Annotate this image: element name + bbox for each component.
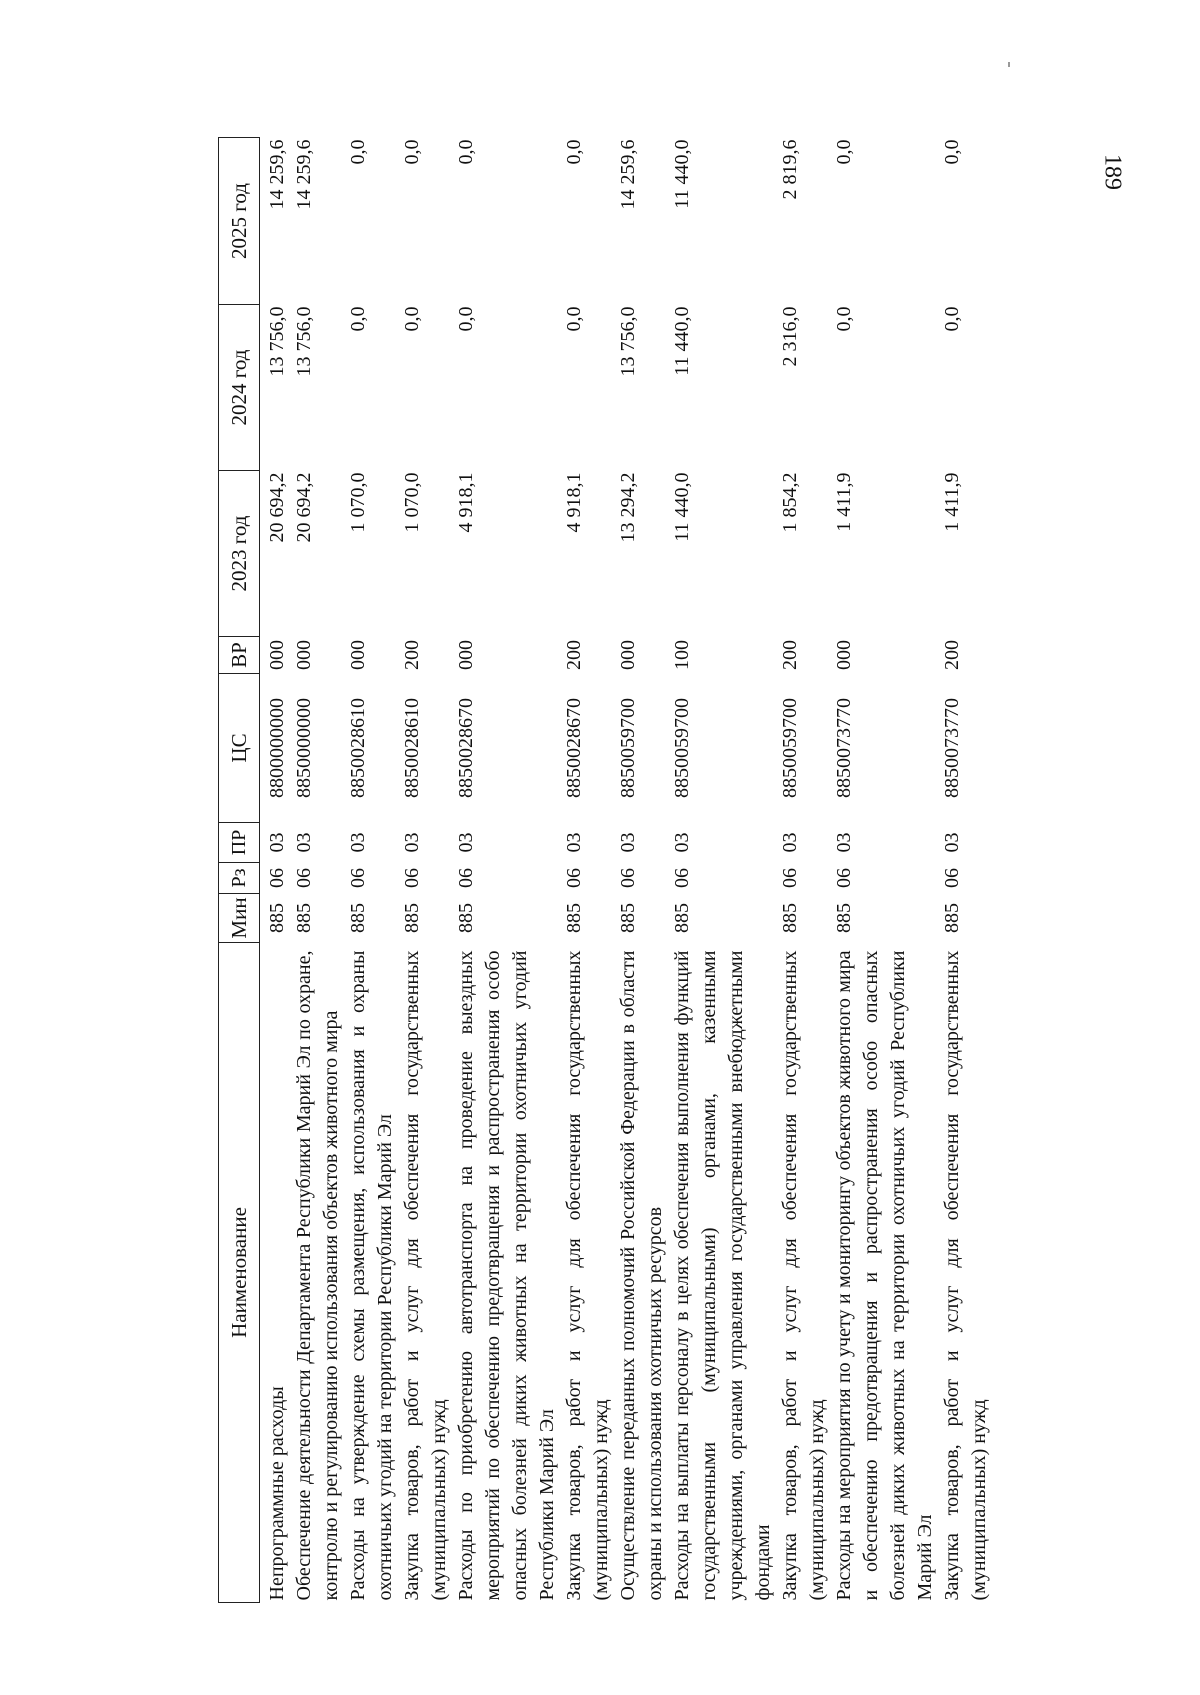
row-min: 885 xyxy=(293,903,315,933)
budget-table xyxy=(218,137,993,1603)
row-2025: 14 259,6 xyxy=(617,139,639,210)
row-rz: 06 xyxy=(401,868,423,888)
header-2024: 2024 год xyxy=(219,305,260,471)
row-cs: 8850073770 xyxy=(941,698,963,798)
row-cs: 8850059700 xyxy=(617,698,639,798)
row-min: 885 xyxy=(617,903,639,933)
table-row xyxy=(939,138,993,1603)
row-2025: 0,0 xyxy=(941,139,963,165)
row-pr: 03 xyxy=(941,832,963,853)
row-vr: 000 xyxy=(347,640,369,670)
row-min: 885 xyxy=(347,903,369,933)
row-cs: 8850000000 xyxy=(293,698,315,798)
row-min: 885 xyxy=(779,903,801,933)
row-cs: 8850059700 xyxy=(779,698,801,798)
row-2025: 0,0 xyxy=(347,139,369,165)
row-pr: 03 xyxy=(617,832,639,853)
row-pr: 03 xyxy=(779,832,801,853)
row-rz: 06 xyxy=(266,868,288,888)
row-2023: 1 070,0 xyxy=(401,472,423,533)
row-name: Расходы на мероприятия по учету и мониторингу объектов животного мира и обеспечению предотвращения и распространения особо опасных болезней диких животных на территории охотничьих угодий Республики Марий Эл xyxy=(833,950,936,1601)
table-row xyxy=(260,138,292,1603)
row-cs: 8850028610 xyxy=(401,698,423,798)
header-row xyxy=(219,138,260,1603)
row-name: Обеспечение деятельности Департамента Республики Марий Эл по охране, контролю и регулированию использования объектов животного мира xyxy=(293,950,342,1601)
row-name: Расходы на утверждение схемы размещения, использования и охраны охотничьих угодий на территории Республики Марий Эл xyxy=(347,950,396,1601)
header-pr: ПР xyxy=(219,823,260,863)
row-cs: 8800000000 xyxy=(266,698,288,798)
table-row xyxy=(453,138,561,1603)
table-row xyxy=(399,138,453,1603)
row-2024: 0,0 xyxy=(347,306,369,332)
table-row xyxy=(669,138,777,1603)
row-name: Закупка товаров, работ и услуг для обеспечения государственных (муниципальных) нужд xyxy=(941,950,990,1601)
row-vr: 000 xyxy=(293,640,315,670)
table-row xyxy=(291,138,345,1603)
row-2025: 11 440,0 xyxy=(671,139,693,209)
row-2023: 1 411,9 xyxy=(941,472,963,532)
row-cs: 8850028670 xyxy=(563,698,585,798)
row-rz: 06 xyxy=(671,868,693,888)
header-cs: ЦС xyxy=(219,674,260,823)
row-name: Непрограммные расходы xyxy=(266,1386,288,1601)
table-row xyxy=(831,138,939,1603)
row-min: 885 xyxy=(671,903,693,933)
row-vr: 000 xyxy=(617,640,639,670)
row-pr: 03 xyxy=(293,832,315,853)
row-2023: 4 918,1 xyxy=(563,472,585,533)
header-2023: 2023 год xyxy=(219,471,260,637)
row-2023: 13 294,2 xyxy=(617,472,639,543)
row-min: 885 xyxy=(941,903,963,933)
row-name: Закупка товаров, работ и услуг для обеспечения государственных (муниципальных) нужд xyxy=(563,950,612,1601)
row-cs: 8850028610 xyxy=(347,698,369,798)
table-row xyxy=(345,138,399,1603)
row-rz: 06 xyxy=(455,868,477,888)
row-2025: 14 259,6 xyxy=(293,139,315,210)
table-row xyxy=(777,138,831,1603)
header-rz: Рз xyxy=(219,863,260,894)
row-2025: 2 819,6 xyxy=(779,139,801,200)
row-2025: 0,0 xyxy=(455,139,477,165)
row-2025: 0,0 xyxy=(833,139,855,165)
row-vr: 200 xyxy=(401,640,423,670)
row-cs: 8850059700 xyxy=(671,698,693,798)
row-rz: 06 xyxy=(779,868,801,888)
row-2023: 4 918,1 xyxy=(455,472,477,533)
row-vr: 000 xyxy=(833,640,855,670)
row-min: 885 xyxy=(266,903,288,933)
row-min: 885 xyxy=(833,903,855,933)
row-pr: 03 xyxy=(671,832,693,853)
row-name: Закупка товаров, работ и услуг для обеспечения государственных (муниципальных) нужд xyxy=(779,950,828,1601)
header-2025: 2025 год xyxy=(219,138,260,305)
row-2025: 0,0 xyxy=(401,139,423,165)
table-row xyxy=(561,138,615,1603)
row-pr: 03 xyxy=(455,832,477,853)
row-name: Расходы на выплаты персоналу в целях обеспечения выполнения функций государственными (муниципальными) органами, казенными учреждениями, органами управления государственными внебюджетными фондами xyxy=(671,950,774,1601)
row-2024: 0,0 xyxy=(401,306,423,332)
row-name: Расходы по приобретению автотранспорта на проведение выездных мероприятий по обеспечению предотвращения и распространения особо опасных болезней диких животных на территории охотничьих угодий Республики Марий Эл xyxy=(455,950,558,1601)
row-name: Осуществление переданных полномочий Российской Федерации в области охраны и использования охотничьих ресурсов xyxy=(617,950,666,1601)
row-rz: 06 xyxy=(833,868,855,888)
row-rz: 06 xyxy=(347,868,369,888)
row-pr: 03 xyxy=(401,832,423,853)
row-2024: 13 756,0 xyxy=(266,306,288,377)
row-2023: 1 854,2 xyxy=(779,472,801,533)
row-2023: 1 411,9 xyxy=(833,472,855,532)
row-2023: 1 070,0 xyxy=(347,472,369,533)
row-vr: 000 xyxy=(266,640,288,670)
row-rz: 06 xyxy=(617,868,639,888)
row-vr: 100 xyxy=(671,640,693,670)
row-vr: 200 xyxy=(779,640,801,670)
row-vr: 200 xyxy=(941,640,963,670)
scan-speck xyxy=(1008,62,1010,67)
header-vr: ВР xyxy=(219,637,260,674)
row-min: 885 xyxy=(455,903,477,933)
row-2023: 20 694,2 xyxy=(293,472,315,543)
row-2024: 0,0 xyxy=(941,306,963,332)
row-2024: 0,0 xyxy=(833,306,855,332)
row-2023: 11 440,0 xyxy=(671,472,693,542)
row-pr: 03 xyxy=(563,832,585,853)
row-2024: 2 316,0 xyxy=(779,306,801,367)
row-min: 885 xyxy=(563,903,585,933)
header-min: Мин xyxy=(219,894,260,943)
table-row xyxy=(615,138,669,1603)
row-pr: 03 xyxy=(347,832,369,853)
rotated-page xyxy=(218,138,1168,1603)
row-name: Закупка товаров, работ и услуг для обеспечения государственных (муниципальных) нужд xyxy=(401,950,450,1601)
row-2023: 20 694,2 xyxy=(266,472,288,543)
row-rz: 06 xyxy=(563,868,585,888)
row-min: 885 xyxy=(401,903,423,933)
row-vr: 000 xyxy=(455,640,477,670)
row-vr: 200 xyxy=(563,640,585,670)
table-body xyxy=(260,138,994,1603)
row-pr: 03 xyxy=(833,832,855,853)
row-2024: 11 440,0 xyxy=(671,306,693,376)
row-cs: 8850028670 xyxy=(455,698,477,798)
row-2025: 0,0 xyxy=(563,139,585,165)
row-2025: 14 259,6 xyxy=(266,139,288,210)
row-2024: 0,0 xyxy=(455,306,477,332)
header-name: Наименование xyxy=(219,943,260,1603)
row-2024: 13 756,0 xyxy=(617,306,639,377)
page-number: 189 xyxy=(1099,154,1126,190)
row-2024: 13 756,0 xyxy=(293,306,315,377)
row-cs: 8850073770 xyxy=(833,698,855,798)
row-2024: 0,0 xyxy=(563,306,585,332)
row-pr: 03 xyxy=(266,832,288,853)
row-rz: 06 xyxy=(941,868,963,888)
row-rz: 06 xyxy=(293,868,315,888)
